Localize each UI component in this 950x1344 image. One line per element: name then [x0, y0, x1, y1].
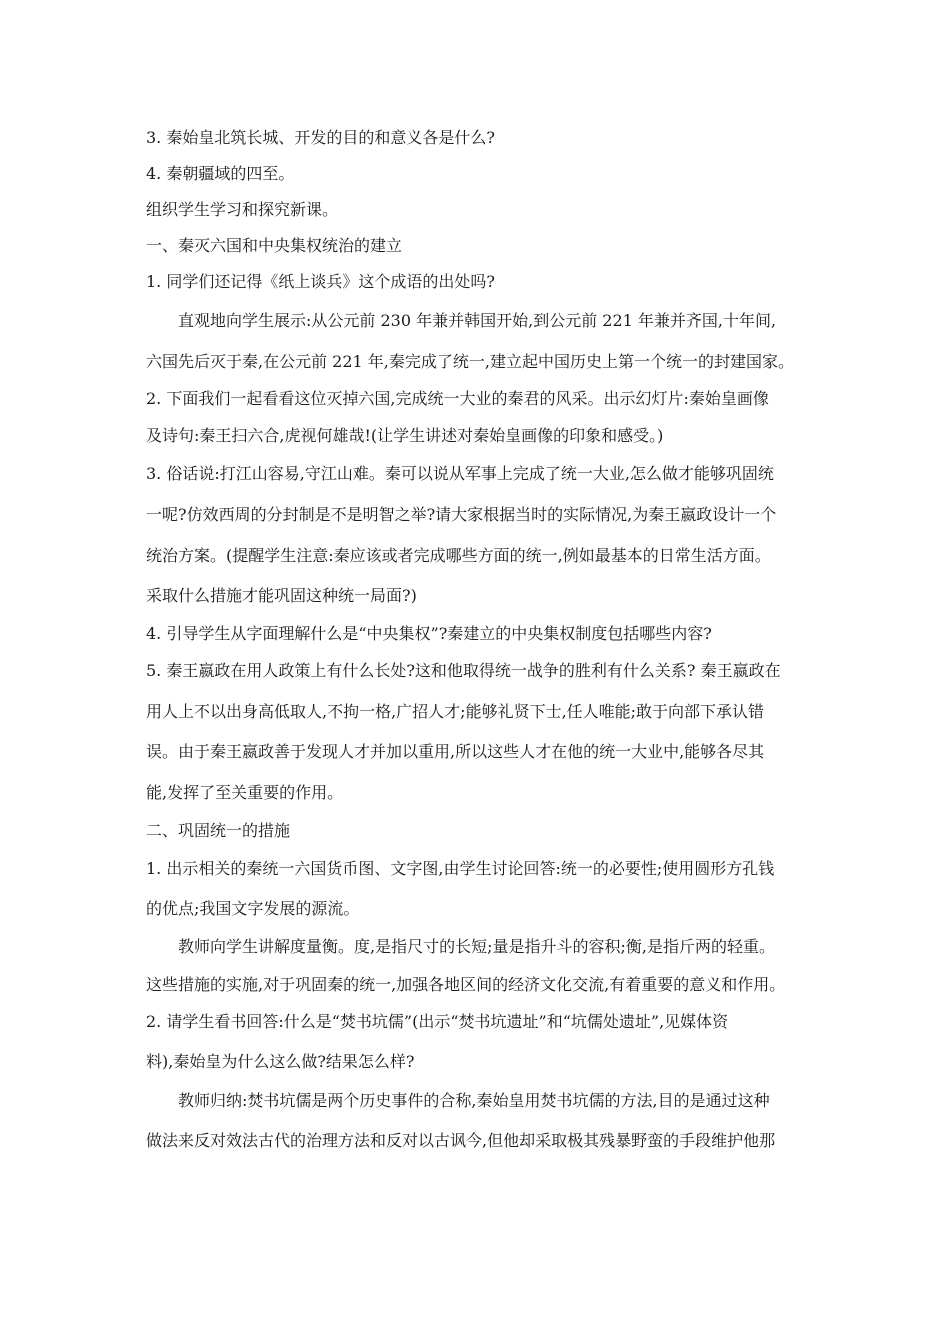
paragraph-line: 六国先后灭于秦,在公元前 221 年,秦完成了统一,建立起中国历史上第一个统一的封建国家。: [146, 352, 794, 371]
section-heading-1: 一、秦灭六国和中央集权统治的建立: [146, 236, 403, 255]
paragraph-line: 做法来反对效法古代的治理方法和反对以古讽今,但他却采取极其残暴野蛮的手段维护他那: [146, 1131, 776, 1150]
paragraph-line: 能,发挥了至关重要的作用。: [146, 783, 344, 802]
paragraph-line: 教师归纳:焚书坑儒是两个历史事件的合称,秦始皇用焚书坑儒的方法,目的是通过这种: [178, 1091, 770, 1110]
item-2-1: 1. 出示相关的秦统一六国货币图、文字图,由学生讨论回答:统一的必要性;使用圆形方孔钱: [146, 859, 775, 878]
paragraph-line: 料),秦始皇为什么这么做?结果怎么样?: [146, 1052, 415, 1071]
item-1-4: 4. 引导学生从字面理解什么是“中央集权”?秦建立的中央集权制度包括哪些内容?: [146, 624, 712, 643]
paragraph-line: 这些措施的实施,对于巩固秦的统一,加强各地区间的经济文化交流,有着重要的意义和作用。: [146, 975, 786, 994]
paragraph-line: 一呢?仿效西周的分封制是不是明智之举?请大家根据当时的实际情况,为秦王嬴政设计一个: [146, 505, 777, 524]
item-1-3: 3. 俗话说:打江山容易,守江山难。秦可以说从军事上完成了统一大业,怎么做才能够巩固统: [146, 464, 774, 483]
item-2-2: 2. 请学生看书回答:什么是“焚书坑儒”(出示“焚书坑遗址”和“坑儒处遗址”,见媒体资: [146, 1012, 729, 1031]
item-1-5: 5. 秦王嬴政在用人政策上有什么长处?这和他取得统一战争的胜利有什么关系? 秦王嬴政在: [146, 661, 781, 680]
section-heading-2: 二、巩固统一的措施: [146, 821, 291, 840]
question-4: 4. 秦朝疆域的四至。: [146, 164, 295, 183]
item-1-1: 1. 同学们还记得《纸上谈兵》这个成语的出处吗?: [146, 272, 495, 291]
paragraph-line: 用人上不以出身高低取人,不拘一格,广招人才;能够礼贤下士,任人唯能;敢于向部下承认错: [146, 702, 765, 721]
paragraph-line: 统治方案。(提醒学生注意:秦应该或者完成哪些方面的统一,例如最基本的日常生活方面。: [146, 546, 771, 565]
paragraph-line: 直观地向学生展示:从公元前 230 年兼并韩国开始,到公元前 221 年兼并齐国,十年间,: [178, 311, 777, 330]
new-lesson-intro: 组织学生学习和探究新课。: [146, 200, 339, 219]
paragraph-line: 采取什么措施才能巩固这种统一局面?): [146, 586, 417, 605]
question-3: 3. 秦始皇北筑长城、开发的目的和意义各是什么?: [146, 128, 495, 147]
paragraph-line: 误。由于秦王嬴政善于发现人才并加以重用,所以这些人才在他的统一大业中,能够各尽其: [146, 742, 765, 761]
paragraph-line: 教师向学生讲解度量衡。度,是指尺寸的长短;量是指升斗的容积;衡,是指斤两的轻重。: [178, 937, 775, 956]
paragraph-line: 的优点;我国文字发展的源流。: [146, 899, 360, 918]
paragraph-line: 及诗句:秦王扫六合,虎视何雄哉!(让学生讲述对秦始皇画像的印象和感受。): [146, 426, 664, 445]
item-1-2: 2. 下面我们一起看看这位灭掉六国,完成统一大业的秦君的风采。出示幻灯片:秦始皇画像: [146, 389, 769, 408]
